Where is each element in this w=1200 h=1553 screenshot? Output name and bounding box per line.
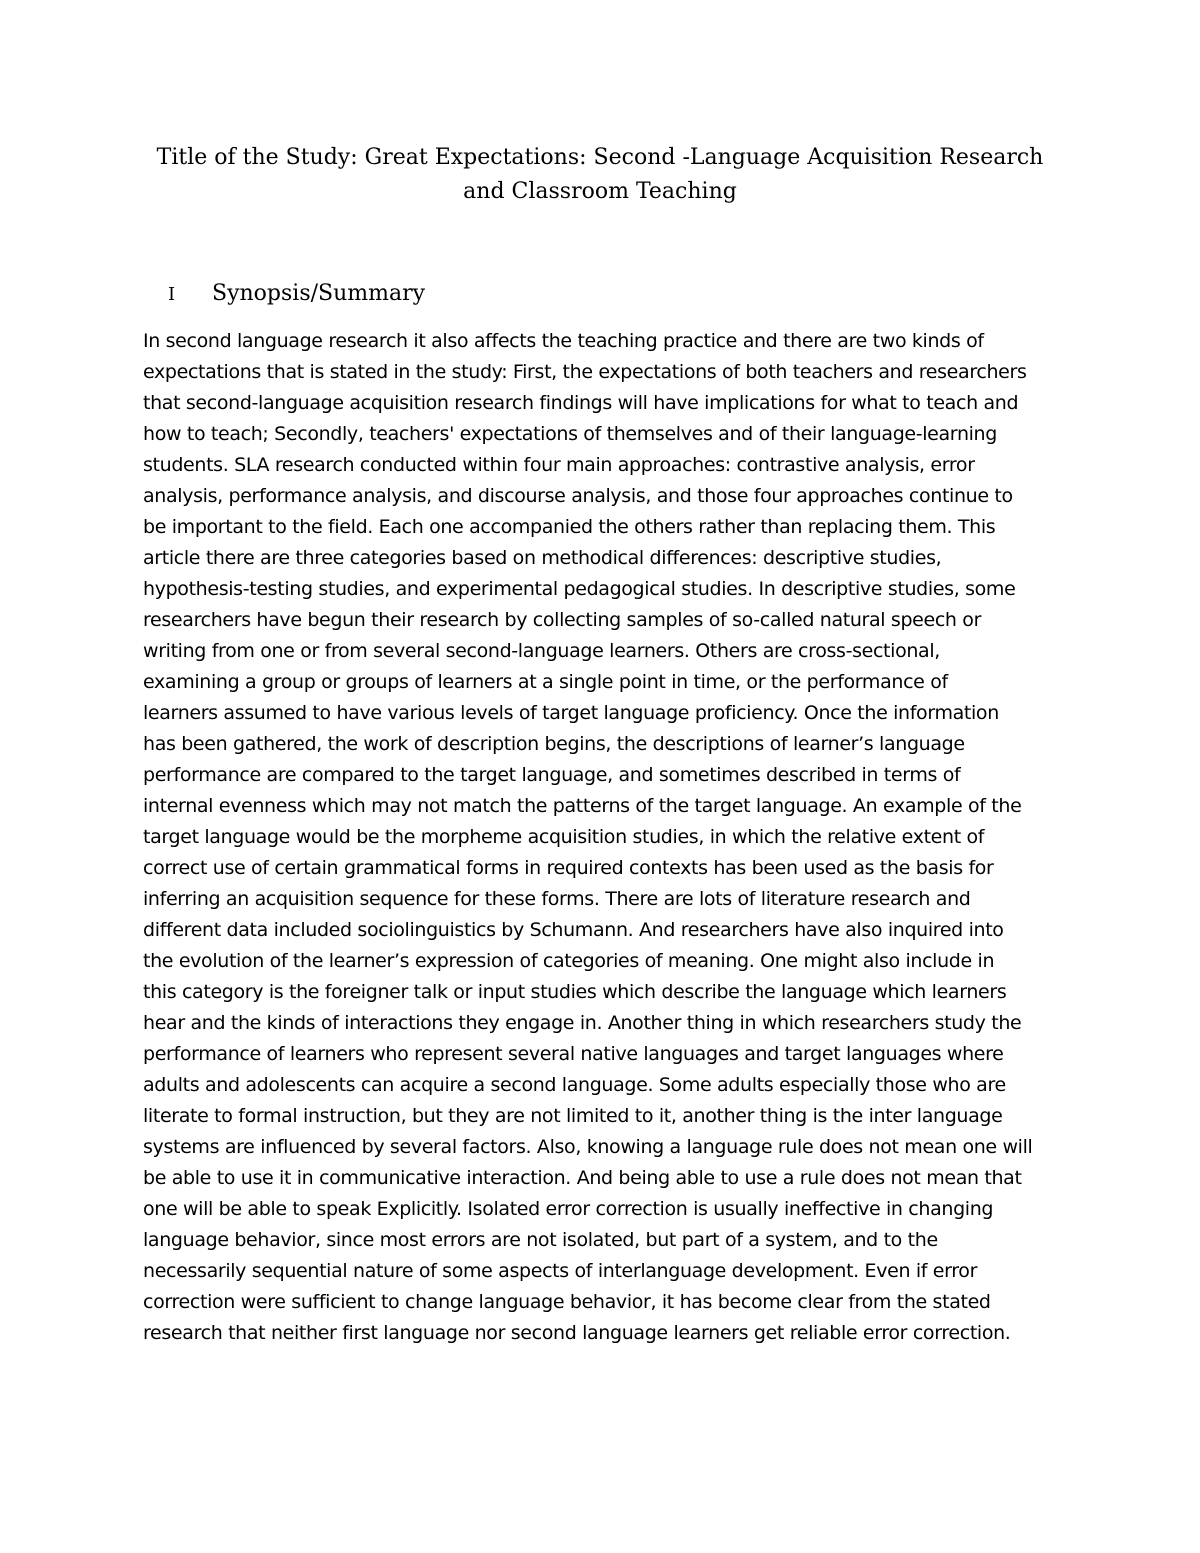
paragraph-line: hypothesis-testing studies, and experimental pedagogical studies. In descriptive studies, some [143,578,1016,600]
paragraph-line: this category is the foreigner talk or input studies which describe the language which learners [143,981,1007,1003]
paragraph-line: examining a group or groups of learners at a single point in time, or the performance of [143,671,948,693]
paragraph-line: expectations that is stated in the study: First, the expectations of both teachers and researchers [143,361,1027,383]
paragraph-line: analysis, performance analysis, and discourse analysis, and those four approaches continue to [143,485,1013,507]
paragraph-line: inferring an acquisition sequence for these forms. There are lots of literature research and [143,888,971,910]
paragraph-line: performance of learners who represent several native languages and target languages where [143,1043,1004,1065]
summary-paragraph [143,326,1073,1349]
paragraph-line: performance are compared to the target language, and sometimes described in terms of [143,764,961,786]
paragraph-line: learners assumed to have various levels of target language proficiency. Once the information [143,702,999,724]
section-heading-label: Synopsis/Summary [212,281,426,306]
paragraph-line: one will be able to speak Explicitly. Isolated error correction is usually ineffective in changing [143,1198,994,1220]
paragraph-line: researchers have begun their research by collecting samples of so-called natural speech or [143,609,982,631]
paragraph-line: language behavior, since most errors are not isolated, but part of a system, and to the [143,1229,938,1251]
title-line: Title of the Study: Great Expectations: Second -Language Acquisition Research [156,145,1044,170]
paragraph-line: adults and adolescents can acquire a second language. Some adults especially those who are [143,1074,1006,1096]
paragraph-line: target language would be the morpheme acquisition studies, in which the relative extent of [143,826,985,848]
paragraph-line: literate to formal instruction, but they are not limited to it, another thing is the inter language [143,1105,1003,1127]
paragraph-line: how to teach; Secondly, teachers' expectations of themselves and of their language-learning [143,423,997,445]
paragraph-line: the evolution of the learner’s expression of categories of meaning. One might also include in [143,950,995,972]
document-title [120,141,1080,209]
paragraph-line: be able to use it in communicative interaction. And being able to use a rule does not mean that [143,1167,1022,1189]
paragraph-line: article there are three categories based on methodical differences: descriptive studies, [143,547,942,569]
paragraph-line: systems are influenced by several factors. Also, knowing a language rule does not mean one will [143,1136,1033,1158]
paragraph-line: research that neither first language nor second language learners get reliable error correction. [143,1322,1011,1344]
paragraph-line: students. SLA research conducted within four main approaches: contrastive analysis, error [143,454,975,476]
paragraph-line: correction were sufficient to change language behavior, it has become clear from the stated [143,1291,991,1313]
paragraph-line: that second-language acquisition research findings will have implications for what to teach and [143,392,1019,414]
paragraph-line: correct use of certain grammatical forms in required contexts has been used as the basis for [143,857,994,879]
section-heading [168,275,425,313]
paragraph-line: has been gathered, the work of description begins, the descriptions of learner’s language [143,733,965,755]
paragraph-line: necessarily sequential nature of some aspects of interlanguage development. Even if error [143,1260,978,1282]
paragraph-line: writing from one or from several second-language learners. Others are cross-sectional, [143,640,940,662]
section-number: I [168,284,176,305]
paragraph-line: be important to the field. Each one accompanied the others rather than replacing them. This [143,516,996,538]
paragraph-line: different data included sociolinguistics by Schumann. And researchers have also inquired into [143,919,1004,941]
paragraph-line: hear and the kinds of interactions they engage in. Another thing in which researchers study the [143,1012,1022,1034]
title-line: and Classroom Teaching [463,179,737,204]
paragraph-line: In second language research it also affects the teaching practice and there are two kinds of [143,330,984,352]
paragraph-line: internal evenness which may not match the patterns of the target language. An example of the [143,795,1022,817]
